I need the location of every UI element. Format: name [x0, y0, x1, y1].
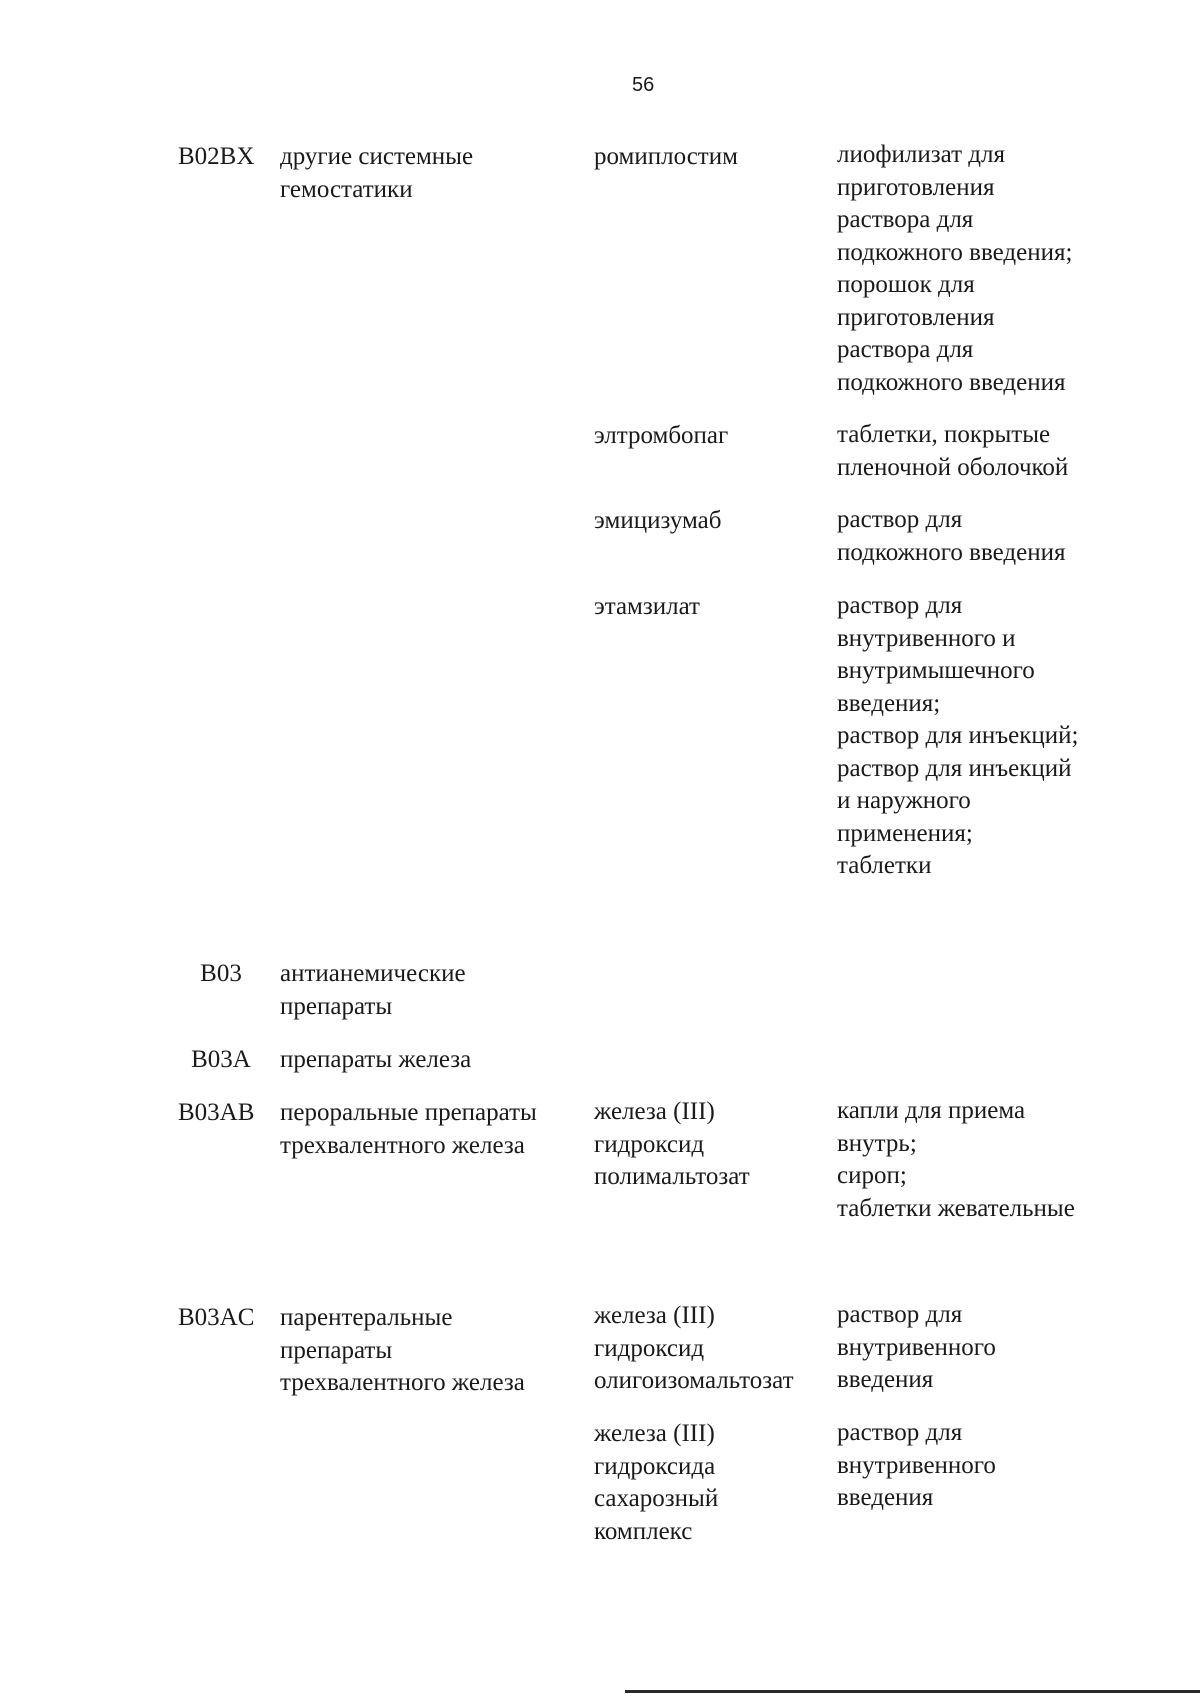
group-name: антианемические препараты: [280, 960, 466, 1020]
dosage-forms: раствор для внутривенного и внутримышечного введения; раствор для инъекций; раствор для инъекций и наружного применения; таблетки: [837, 592, 1079, 879]
drug-name: этамзилат: [594, 593, 700, 620]
atc-code: B03AB: [178, 1099, 255, 1126]
dosage-forms: раствор для внутривенного введения: [837, 1301, 996, 1393]
drug-name: железа (III) гидроксида сахарозный комплекс: [594, 1420, 719, 1545]
group-name: парентеральные препараты трехвалентного железа: [280, 1304, 525, 1396]
group-name: другие системные гемостатики: [280, 143, 474, 203]
dosage-forms: таблетки, покрытые пленочной оболочкой: [837, 421, 1069, 481]
drug-name: эмицизумаб: [594, 507, 722, 534]
drug-name: элтромбопаг: [594, 422, 729, 449]
page-number: 56: [632, 74, 655, 96]
dosage-forms: лиофилизат для приготовления раствора для подкожного введения; порошок для приготовления раствора для подкожного введения: [837, 141, 1073, 396]
drug-name: железа (III) гидроксид полимальтозат: [594, 1098, 750, 1190]
drug-name: ромиплостим: [594, 143, 738, 170]
atc-code: B03A: [191, 1046, 251, 1073]
atc-code: B02BX: [178, 143, 255, 170]
atc-code: B03AC: [178, 1304, 255, 1331]
group-name: пероральные препараты трехвалентного железа: [280, 1099, 537, 1159]
group-name: препараты железа: [280, 1046, 472, 1073]
dosage-forms: раствор для подкожного введения: [837, 506, 1066, 566]
dosage-forms: раствор для внутривенного введения: [837, 1419, 996, 1511]
atc-code: B03: [200, 960, 242, 987]
bottom-rule: [625, 1690, 1200, 1693]
drug-name: железа (III) гидроксид олигоизомальтозат: [594, 1302, 794, 1394]
dosage-forms: капли для приема внутрь; сироп; таблетки жевательные: [837, 1097, 1075, 1222]
